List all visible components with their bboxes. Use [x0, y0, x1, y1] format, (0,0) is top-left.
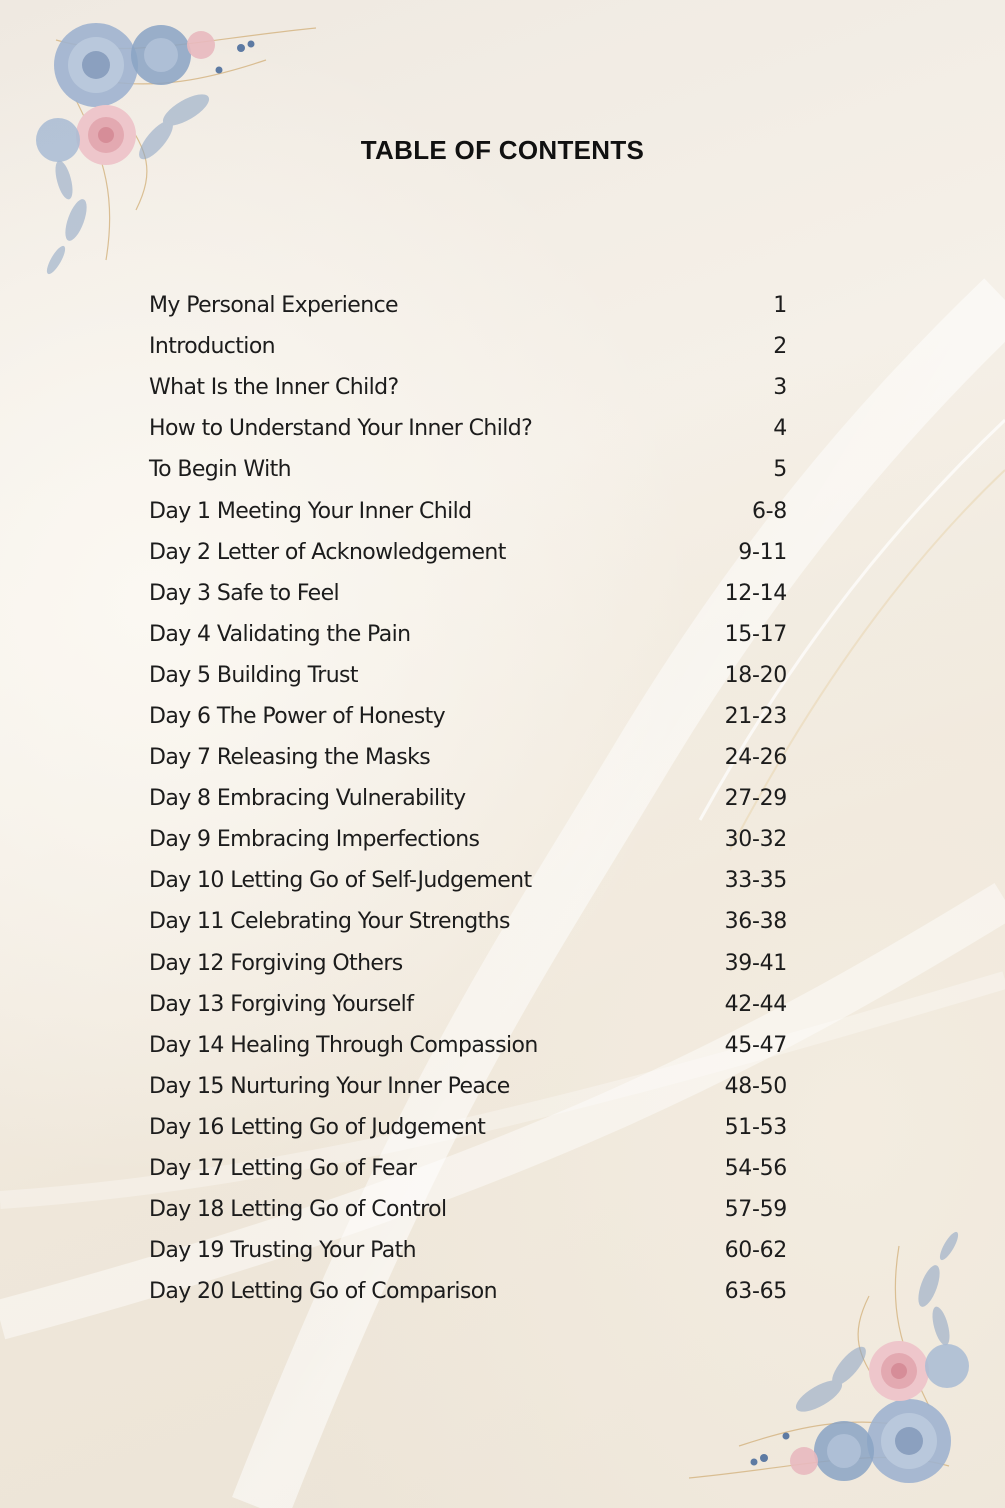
toc-entry-title: Day 6 The Power of Honesty	[149, 703, 446, 729]
toc-entry-title: What Is the Inner Child?	[149, 375, 399, 401]
toc-entry-page: 6-8	[751, 498, 787, 524]
toc-entry[interactable]	[149, 1107, 787, 1148]
toc-entry-page: 39-41	[724, 950, 787, 976]
toc-entry-page: 27-29	[724, 786, 787, 812]
toc-entry-page: 48-50	[724, 1073, 787, 1099]
toc-entry[interactable]	[149, 696, 787, 737]
toc-entry-title: Day 3 Safe to Feel	[149, 580, 340, 606]
toc-entry[interactable]	[149, 614, 787, 655]
toc-entry-title: To Begin With	[149, 457, 291, 483]
toc-entry-title: Day 2 Letter of Acknowledgement	[149, 539, 506, 565]
toc-entry[interactable]	[149, 408, 787, 449]
toc-entry[interactable]	[149, 860, 787, 901]
page-title: TABLE OF CONTENTS	[360, 135, 645, 166]
toc-entry[interactable]	[149, 490, 787, 531]
toc-entry[interactable]	[149, 901, 787, 942]
toc-entry[interactable]	[149, 1066, 787, 1107]
toc-entry[interactable]	[149, 367, 787, 408]
toc-entry-page: 57-59	[724, 1197, 787, 1223]
toc-entry-page: 42-44	[724, 991, 787, 1017]
toc-entry-title: Day 7 Releasing the Masks	[149, 745, 431, 771]
toc-entry-title: Day 11 Celebrating Your Strengths	[149, 909, 510, 935]
toc-entry-page: 63-65	[724, 1279, 787, 1305]
toc-entry[interactable]	[149, 285, 787, 326]
toc-entry[interactable]	[149, 532, 787, 573]
toc-entry-title: Day 14 Healing Through Compassion	[149, 1032, 538, 1058]
toc-entry-title: Day 18 Letting Go of Control	[149, 1197, 447, 1223]
toc-entry-page: 18-20	[724, 662, 787, 688]
toc-entry[interactable]	[149, 737, 787, 778]
toc-entry-title: Introduction	[149, 334, 276, 360]
toc-entry-page: 2	[773, 334, 787, 360]
toc-entry-title: Day 20 Letting Go of Comparison	[149, 1279, 497, 1305]
toc-entry[interactable]	[149, 1148, 787, 1189]
toc-entry-page: 1	[773, 293, 787, 319]
toc-entry[interactable]	[149, 1230, 787, 1271]
toc-entry-title: Day 12 Forgiving Others	[149, 950, 403, 976]
toc-entry-page: 60-62	[724, 1238, 787, 1264]
toc-entry-page: 45-47	[724, 1032, 787, 1058]
toc-entry-page: 30-32	[724, 827, 787, 853]
toc-entry[interactable]	[149, 449, 787, 490]
toc-entry-title: Day 15 Nurturing Your Inner Peace	[149, 1073, 510, 1099]
toc-entry-page: 36-38	[724, 909, 787, 935]
toc-entry[interactable]	[149, 1025, 787, 1066]
toc-list	[149, 285, 787, 1312]
toc-entry-page: 51-53	[724, 1114, 787, 1140]
toc-entry-page: 15-17	[724, 621, 787, 647]
toc-entry-title: Day 5 Building Trust	[149, 662, 358, 688]
toc-entry-title: Day 8 Embracing Vulnerability	[149, 786, 466, 812]
toc-entry-page: 24-26	[724, 745, 787, 771]
toc-entry-page: 54-56	[724, 1156, 787, 1182]
toc-entry-page: 9-11	[738, 539, 787, 565]
toc-entry[interactable]	[149, 943, 787, 984]
toc-entry-title: Day 19 Trusting Your Path	[149, 1238, 417, 1264]
toc-entry-title: Day 17 Letting Go of Fear	[149, 1156, 417, 1182]
toc-entry[interactable]	[149, 573, 787, 614]
toc-entry[interactable]	[149, 326, 787, 367]
toc-entry-title: Day 1 Meeting Your Inner Child	[149, 498, 472, 524]
toc-entry[interactable]	[149, 984, 787, 1025]
toc-entry-title: My Personal Experience	[149, 293, 398, 319]
toc-entry[interactable]	[149, 778, 787, 819]
toc-entry-page: 33-35	[724, 868, 787, 894]
toc-entry[interactable]	[149, 1271, 787, 1312]
toc-entry-title: Day 13 Forgiving Yourself	[149, 991, 414, 1017]
toc-entry-title: Day 4 Validating the Pain	[149, 621, 411, 647]
toc-entry-page: 5	[773, 457, 787, 483]
toc-entry-title: Day 9 Embracing Imperfections	[149, 827, 480, 853]
toc-entry-page: 12-14	[724, 580, 787, 606]
toc-entry[interactable]	[149, 655, 787, 696]
toc-entry-page: 3	[773, 375, 787, 401]
toc-entry-title: Day 16 Letting Go of Judgement	[149, 1114, 486, 1140]
toc-entry[interactable]	[149, 819, 787, 860]
toc-entry[interactable]	[149, 1189, 787, 1230]
toc-entry-page: 4	[773, 416, 787, 442]
toc-entry-title: Day 10 Letting Go of Self-Judgement	[149, 868, 532, 894]
toc-entry-page: 21-23	[724, 703, 787, 729]
toc-entry-title: How to Understand Your Inner Child?	[149, 416, 533, 442]
